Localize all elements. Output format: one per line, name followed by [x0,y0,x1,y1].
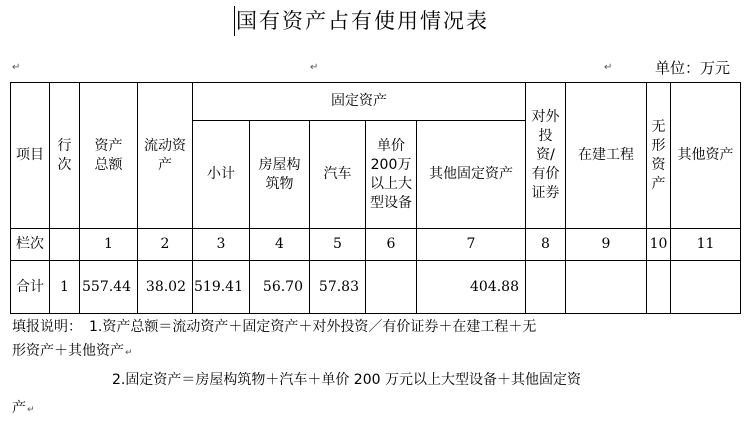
header-total-assets: 资产总额 [80,83,138,229]
text-cursor [234,6,235,36]
header-buildings: 房屋构筑物 [250,121,310,229]
intangible-value [647,261,671,314]
investment-value [526,261,566,314]
paragraph-mark: ↵ [12,62,21,73]
asset-table [10,82,741,314]
notes-line-1: 填报说明： 1.资产总额＝流动资产＋固定资产＋对外投资／有价证券＋在建工程＋无 [12,319,537,335]
column-index: 1 [80,229,138,261]
notes-line-3: 2.固定资产＝房屋构筑物＋汽车＋单价 200 万元以上大型设备＋其他固定资 [112,372,581,388]
column-index: 6 [366,229,417,261]
paragraph-mark: ↵ [27,405,35,415]
column-index-empty [50,229,80,261]
header-item: 项目 [11,83,50,229]
unit-label: 单位：万元 [655,59,731,77]
column-index: 7 [417,229,526,261]
notes-line-2: 形资产＋其他资产↵ [12,343,133,359]
vehicles-value: 57.83 [310,261,366,314]
header-current-assets: 流动资产 [138,83,193,229]
column-index: 11 [671,229,741,261]
column-index: 5 [310,229,366,261]
buildings-value: 56.70 [250,261,310,314]
other-fixed-value: 404.88 [417,261,526,314]
header-other-fixed: 其他固定资产 [417,121,526,229]
subtotal-value: 519.41 [193,261,250,314]
paragraph-mark: ↵ [125,348,133,358]
header-large-equipment: 单价200万以上大型设备 [366,121,417,229]
column-index: 4 [250,229,310,261]
current-assets-value: 38.02 [138,261,193,314]
header-subtotal: 小计 [193,121,250,229]
header-investment: 对外投资/有价证券 [526,83,566,229]
header-vehicles: 汽车 [310,121,366,229]
column-index: 2 [138,229,193,261]
page-title: 国有资产占有使用情况表 [236,9,489,33]
column-index: 9 [566,229,647,261]
column-index: 8 [526,229,566,261]
column-index: 10 [647,229,671,261]
paragraph-mark: ↵ [604,62,613,73]
column-index: 3 [193,229,250,261]
construction-value [566,261,647,314]
header-construction: 在建工程 [566,83,647,229]
header-fixed-assets-group: 固定资产 [193,83,526,121]
total-row-label: 合计 [11,261,50,314]
total-row-no: 1 [50,261,80,314]
notes-line-4: 产↵ [12,400,35,416]
total-assets-value: 557.44 [80,261,138,314]
column-index-label: 栏次 [11,229,50,261]
header-other-assets: 其他资产 [671,83,741,229]
other-assets-value [671,261,741,314]
header-intangible: 无形资产 [647,83,671,229]
header-row-no: 行次 [50,83,80,229]
large-equipment-value [366,261,417,314]
paragraph-mark: ↵ [310,62,319,73]
